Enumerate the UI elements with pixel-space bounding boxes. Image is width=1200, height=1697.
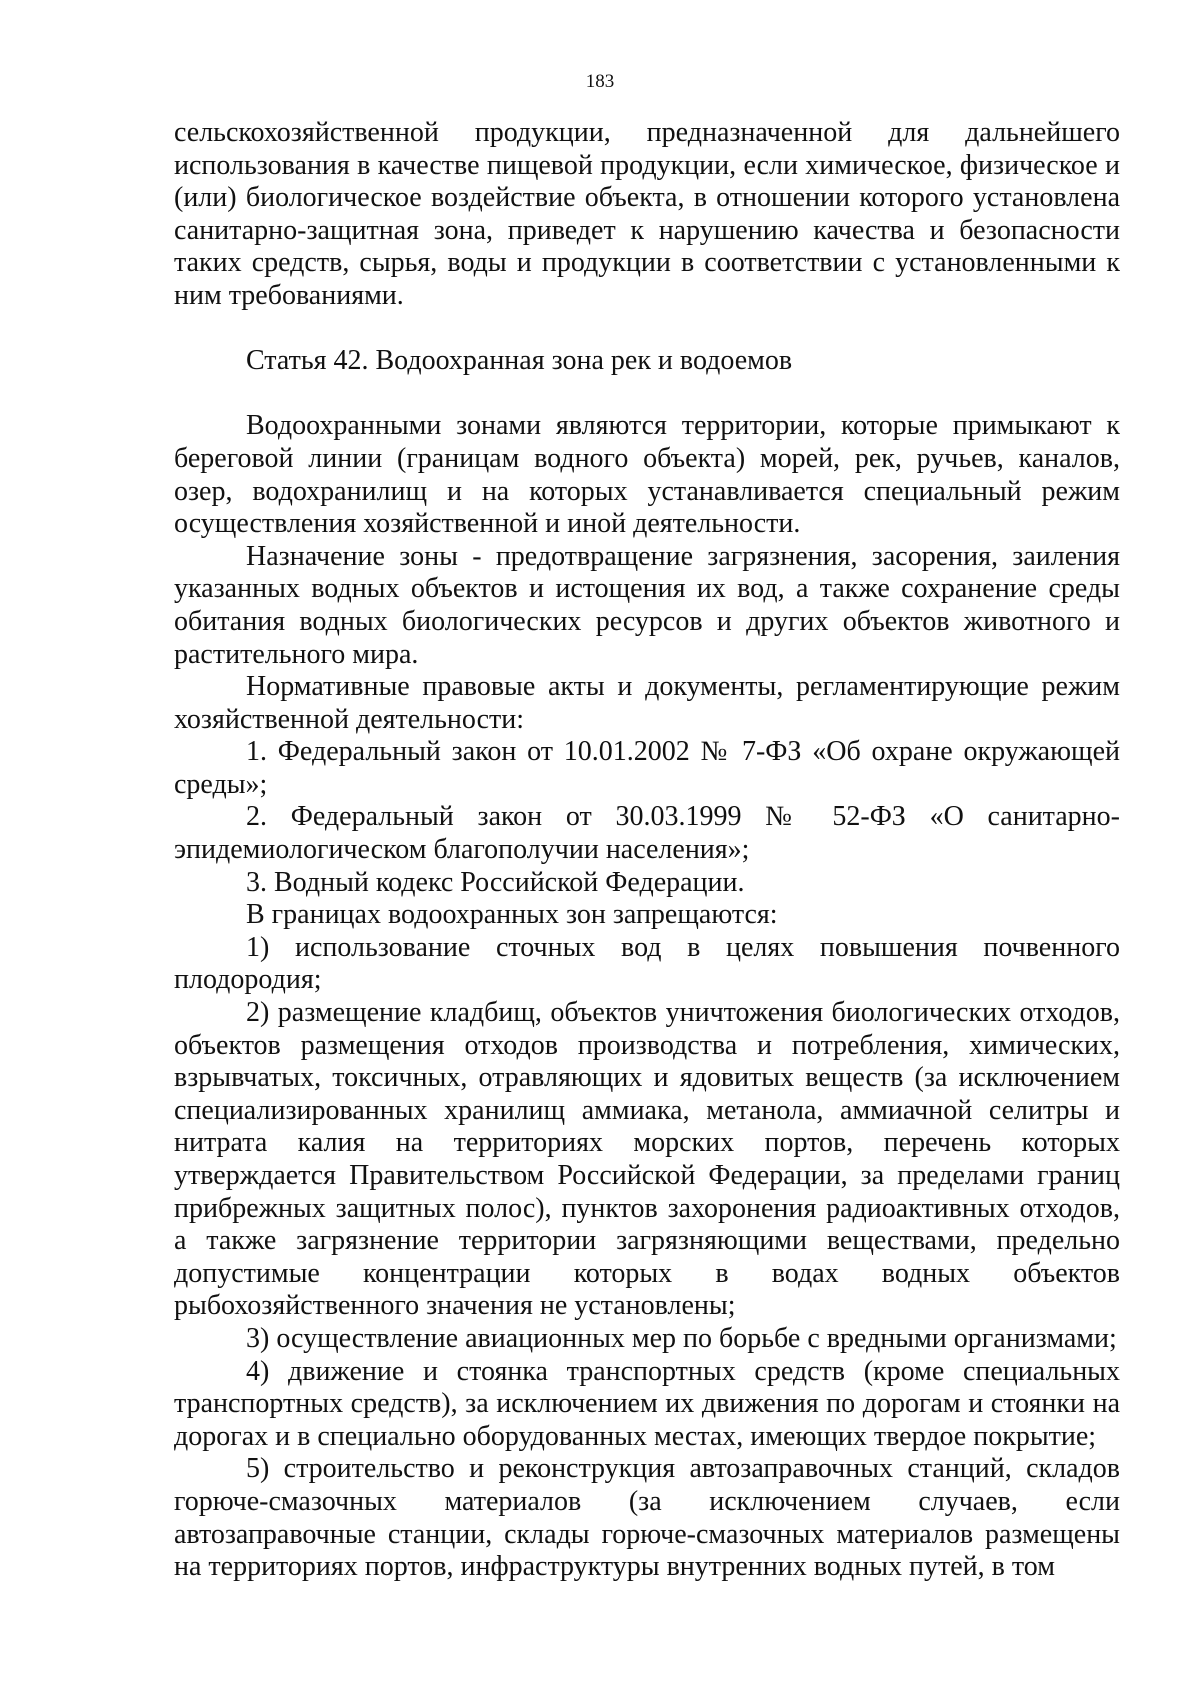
document-body bbox=[174, 117, 1120, 1584]
paragraph-definition: Водоохранными зонами являются территории, которые примыкают к береговой линии (границам водного объекта) морей, рек, ручьев, каналов, озер, водохранилищ и на которых устанавливается специальный режим осуществления хозяйственной и иной деятельности. bbox=[174, 410, 1120, 540]
prohibition-item-4: 4) движение и стоянка транспортных средств (кроме специальных транспортных средств), за исключением их движения по дорогам и стоянки на дорогах и в специально оборудованных местах, имеющих твердое покрытие; bbox=[174, 1355, 1120, 1452]
regulation-item-3: 3. Водный кодекс Российской Федерации. bbox=[246, 866, 745, 898]
article-heading: Статья 42. Водоохранная зона рек и водоемов bbox=[246, 345, 793, 377]
regulation-item-2: 2. Федеральный закон от 30.03.1999 № 52-ФЗ «О санитарно-эпидемиологическом благополучии населения»; bbox=[174, 801, 1120, 866]
regulation-item-1: 1. Федеральный закон от 10.01.2002 № 7-ФЗ «Об охране окружающей среды»; bbox=[174, 736, 1120, 800]
prohibitions-intro: В границах водоохранных зон запрещаются: bbox=[246, 899, 778, 931]
prohibition-item-3: 3) осуществление авиационных мер по борьбе с вредными организмами; bbox=[246, 1322, 1117, 1354]
prohibition-item-5: 5) строительство и реконструкция автозаправочных станций, складов горюче-смазочных материалов (за исключением случаев, если автозаправочные станции, склады горюче-смазочных материалов размещены на территориях портов, инфраструктуры внутренних водных путей, в том bbox=[174, 1453, 1120, 1583]
paragraph-purpose: Назначение зоны - предотвращение загрязнения, засорения, заиления указанных водных объектов и истощения их вод, а также сохранение среды обитания водных биологических ресурсов и других объектов животного и растительного мира. bbox=[174, 540, 1120, 670]
continuation-paragraph: сельскохозяйственной продукции, предназначенной для дальнейшего использования в качестве пищевой продукции, если химическое, физическое и (или) биологическое воздействие объекта, в отношении которого установлена санитарно-защитная зона, приведет к нарушению качества и безопасности таких средств, сырья, воды и продукции в соответствии с установленными к ним требованиями. bbox=[174, 117, 1120, 311]
page-number: 183 bbox=[585, 71, 615, 92]
prohibition-item-1: 1) использование сточных вод в целях повышения почвенного плодородия; bbox=[174, 931, 1120, 996]
prohibition-item-2: 2) размещение кладбищ, объектов уничтожения биологических отходов, объектов размещения отходов производства и потребления, химических, взрывчатых, токсичных, отравляющих и ядовитых веществ (за исключением специализированных хранилищ аммиака, метанола, аммиачной селитры и нитрата калия на территориях морских портов, перечень которых утверждается Правительством Российской Федерации, за пределами границ прибрежных защитных полос), пунктов захоронения радиоактивных отходов, а также загрязнение территории загрязняющими веществами, предельно допустимые концентрации которых в водах водных объектов рыбохозяйственного значения не установлены; bbox=[174, 997, 1120, 1322]
paragraph-regulations-intro: Нормативные правовые акты и документы, регламентирующие режим хозяйственной деятельности: bbox=[174, 671, 1120, 735]
